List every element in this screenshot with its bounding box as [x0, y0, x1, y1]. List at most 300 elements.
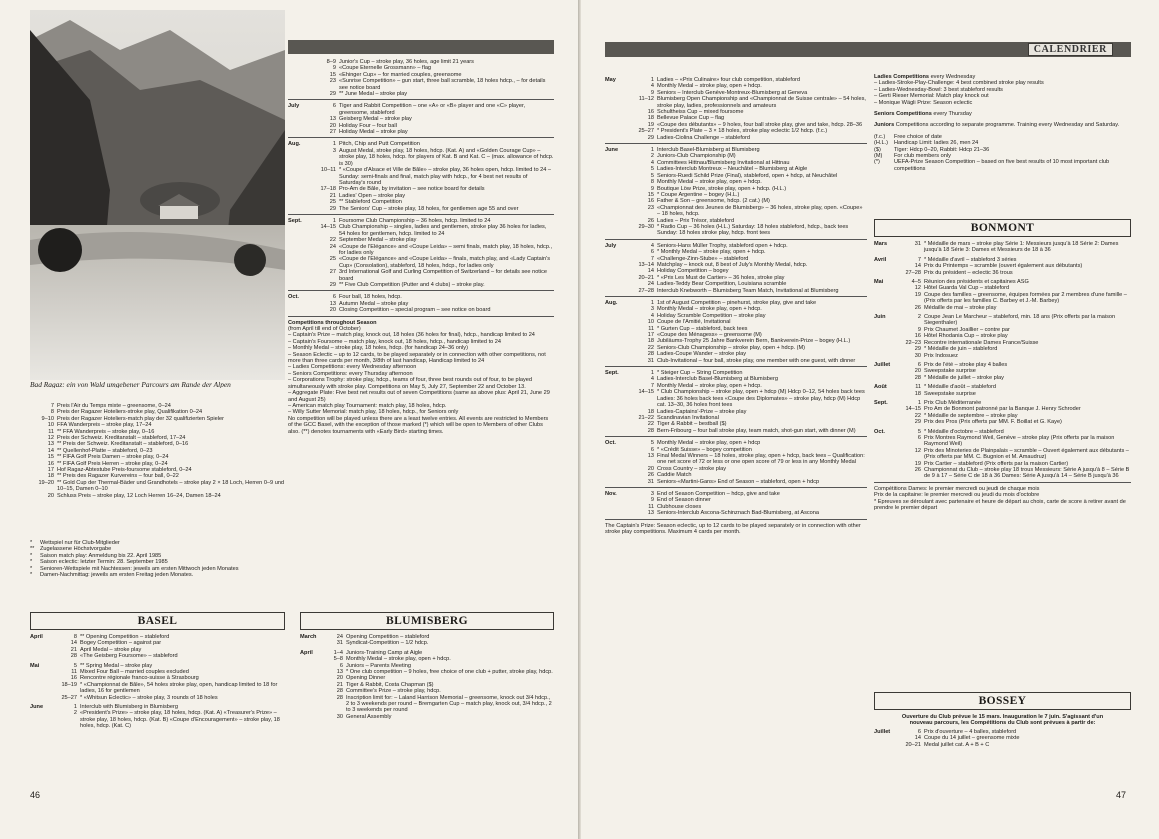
event-date: 25 — [329, 199, 336, 206]
event-text: Prix Chaumet Joaillier – contre par — [924, 326, 1010, 333]
event-text: Holiday Competition – bogey — [657, 268, 729, 275]
month-label: Mai — [874, 279, 884, 286]
month-label: June — [30, 704, 44, 711]
line-text: – Ladies-Stroke-Play-Challenge: 4 best combined stroke play results — [874, 80, 1044, 87]
event-row — [313, 282, 554, 288]
text-line: – Monthly Medal – stroke play, 18 holes, hdcp. (for handicap 24–36 only) — [288, 345, 468, 352]
event-date: 21 — [329, 192, 336, 199]
month-events — [313, 59, 554, 97]
event-text: * Steiger Cup – String Competition — [657, 370, 743, 377]
month-events — [54, 663, 285, 701]
event-row — [326, 714, 554, 720]
event-text: Committees Hittnau/Blumisberg Invitational at Hittnau — [657, 159, 790, 166]
event-text: Interclub Basel-Blumisberg at Blumisberg — [657, 147, 760, 154]
month-events — [54, 704, 285, 730]
event-date: 8–9 — [326, 59, 336, 65]
divider — [288, 99, 554, 100]
note-key: ** — [30, 546, 35, 553]
event-row — [326, 640, 554, 646]
month-label: Juillet — [874, 728, 891, 735]
event-date: 13 — [336, 669, 343, 676]
event-text: Prix Montres Raymond Weil, Genève – stroke play (Prix offerts par la maison Raymond Weil) — [924, 434, 1115, 448]
event-date: 7 — [917, 256, 921, 263]
event-row — [902, 375, 1131, 381]
event-date: 22 — [647, 344, 654, 351]
month-events — [631, 300, 867, 364]
basel-events — [30, 634, 285, 730]
photo-caption: Bad Ragaz: ein von Wald umgebener Parcours am Rande der Alpen — [30, 382, 231, 389]
month-block — [605, 243, 867, 294]
event-text: ** Stableford Competition — [339, 199, 402, 206]
event-date: 27 — [329, 129, 336, 136]
event-date: 4 — [650, 242, 654, 249]
note-key: * — [30, 565, 33, 572]
month-label: Oct. — [605, 440, 616, 447]
note-row — [30, 572, 288, 578]
event-text: Cross Country – stroke play — [657, 465, 727, 472]
event-row — [326, 695, 554, 714]
event-row — [313, 129, 554, 135]
divider — [874, 482, 1131, 483]
event-text: Championnat du Club – stroke play 18 trous Messieurs: Série A jusqu'à 8 – Série B de 9 à 17 – Série C de 18 à 36 Dames: Série A jusqu'à 14 – Série B jusqu'à 36 — [924, 467, 1130, 480]
event-date: 19–20 — [38, 479, 54, 486]
event-text: * Club Championship – stroke play, open + hdcp (M) Hdcp 0–12, 54 holes back tees Ladies: 36 holes back tees «Coupe des Diplomates» – stroke play, hdcp (M) Hdcp cat. 13–30, 36 holes front tees — [657, 389, 865, 409]
event-row — [631, 224, 867, 237]
event-date: 20 — [647, 465, 654, 472]
event-text: Juniors – Parents Meeting — [346, 662, 411, 669]
event-text: * Coupe Argentine – bogey (H.L.) — [657, 191, 740, 198]
event-date: 3 — [650, 306, 654, 313]
event-text: Pitch, Chip and Putt Competition — [339, 141, 420, 148]
event-date: 29 — [329, 91, 336, 98]
event-date: 14 — [47, 447, 54, 454]
month-block — [874, 314, 1131, 359]
month-block — [30, 634, 285, 660]
event-text: * Médaille d'août – stableford — [924, 384, 996, 391]
event-date: 26 — [914, 467, 921, 473]
line-text: – Gerti Rieser Memorial: Match play knock out — [874, 93, 989, 100]
event-row — [54, 695, 285, 701]
event-text: Seniors-Interclub Ascona-Schinznach Bad-Blumisberg, at Ascona — [657, 510, 819, 517]
event-text: Hof Ragaz-Abtestube Preis-foursome stableford, 0–24 — [57, 467, 192, 474]
event-row — [30, 480, 288, 493]
month-block — [605, 300, 867, 364]
text-line: – Captain's Prize – match play, knock out, 18 holes (36 holes for final), hdcp., handicap limited to 24 — [288, 332, 535, 339]
event-text: Club-Invitational – four ball, stroke play, one member with one guest, with dinner — [657, 357, 856, 364]
note-text: Zugelassene Höchstvorgabe — [40, 546, 112, 553]
month-events — [902, 362, 1131, 381]
event-row — [313, 206, 554, 212]
event-row — [313, 269, 554, 282]
event-date: 7 — [650, 255, 654, 262]
event-text: «President's Prize» – stroke play, 18 holes, hdcp. (Kat. A) «Treasurer's Prize» – stroke play, 18 holes, hdcp. (Kat. B) «Coupe d'Encouragement» – stroke play, 18 holes, hdcp. (Kat. C) — [80, 710, 280, 730]
event-date: 21 — [70, 646, 77, 653]
blumisberg-calendar-continued — [605, 77, 867, 777]
event-row — [631, 479, 867, 485]
month-block — [300, 634, 554, 647]
divider — [605, 436, 867, 437]
event-text: * Médaille de juillet – stroke play — [924, 374, 1004, 381]
event-date: 1 — [650, 77, 654, 83]
event-date: 10–11 — [320, 167, 336, 174]
divider — [288, 316, 554, 317]
event-date: 16 — [647, 198, 654, 205]
event-date: 6 — [332, 103, 336, 110]
event-row — [313, 256, 554, 269]
month-label: Avril — [874, 256, 887, 263]
event-text: * «Championnat de Bâle», 54 holes stroke play, open, handicap limited to 18 for ladies, 16 for gentlemen — [80, 681, 278, 695]
event-date: 1 — [332, 217, 336, 224]
event-date: 25–27 — [638, 128, 654, 135]
event-date: 26 — [647, 217, 654, 224]
divider — [605, 143, 867, 144]
month-label: Aug. — [605, 300, 618, 306]
event-date: 8 — [50, 409, 54, 416]
note-text: UEFA-Prize Season Competition – based on five best results of 10 most important club competitions — [894, 159, 1110, 172]
section-header-bar — [288, 40, 554, 54]
event-text: Pro-Am de Bâle, by invitation – see notice board for details — [339, 186, 485, 193]
event-text: * One club competition – 9 holes, free choice of one club + putter, stroke play, hdcp. — [346, 669, 553, 676]
left-page — [0, 0, 578, 839]
event-date: 22 — [914, 412, 921, 419]
event-date: 27–28 — [905, 269, 921, 276]
event-text: April Medal – stroke play — [80, 646, 142, 653]
event-date: 2 — [650, 153, 654, 160]
month-events — [902, 384, 1131, 397]
month-label: Juin — [874, 314, 886, 321]
event-date: 14 — [647, 268, 654, 275]
event-date: 31 — [914, 241, 921, 247]
event-text: Ladies-Interclub Basel-Blumisberg at Blumisberg — [657, 376, 778, 383]
note-key: * — [30, 572, 33, 579]
event-text: Prix des Minoteries de Plainpalais – scramble – Ouvert également aux débutants – (Prix offerts par MM. C. Bugnion et M. Amaudruz) — [924, 447, 1129, 461]
event-text: Prix de l'été – stroke play 4 balles — [924, 361, 1008, 368]
divider — [605, 519, 867, 520]
divider — [288, 137, 554, 138]
month-events — [631, 147, 867, 237]
event-text: Tiger & Rabbit – bestball ($) — [657, 421, 727, 428]
divider — [605, 487, 867, 488]
month-block — [288, 141, 554, 211]
bonmont-section — [874, 219, 1131, 689]
event-date: 1 — [650, 370, 654, 377]
event-date: 6 — [650, 249, 654, 256]
event-text: Juniors-Club Championship (M) — [657, 153, 736, 160]
event-text: «Coupe de l'Elégance» and «Coupe Leida» – finals, match play, and «Lady Captain's Cup» (Consolation), stableford, 18 holes, hdcp., for ladies only — [339, 256, 551, 269]
event-row — [631, 428, 867, 434]
landscape-photo-image — [30, 10, 285, 380]
event-row — [902, 419, 1131, 425]
event-date: 13 — [329, 300, 336, 307]
event-date: 27 — [329, 269, 336, 276]
event-text: Bellevue Palace Cup – flag — [657, 115, 725, 122]
event-date: 29 — [647, 134, 654, 141]
event-date: 18 — [647, 115, 654, 122]
event-date: 22 — [647, 421, 654, 428]
text-line — [874, 100, 1131, 106]
divider — [605, 296, 867, 297]
month-block — [874, 257, 1131, 276]
page-number-left: 46 — [30, 790, 41, 800]
event-text: The Seniors' Cup – stroke play, 18 holes, for gentlemen age 55 and over — [339, 205, 519, 212]
event-date: 2 — [917, 314, 921, 321]
event-row — [54, 682, 285, 695]
month-block — [874, 400, 1131, 426]
event-date: 4 — [650, 312, 654, 319]
event-date: 3 — [332, 147, 336, 154]
event-row — [30, 493, 288, 499]
event-date: 6 — [917, 361, 921, 368]
event-row — [313, 148, 554, 167]
event-date: 6 — [650, 446, 654, 453]
note-text: Free choice of date — [894, 133, 942, 140]
event-date: 9–10 — [41, 415, 54, 422]
event-row — [631, 135, 867, 141]
event-text: Prix Cartier – stableford (Prix offerts par la maison Cartier) — [924, 460, 1069, 467]
event-date: 21–22 — [638, 414, 654, 421]
event-text: «Coupe des débutants» – 9 holes, four ball stroke play, give and take, hdcp. 28–36 — [657, 121, 863, 128]
event-date: 15 — [47, 454, 54, 461]
month-block — [605, 77, 867, 141]
month-events — [313, 294, 554, 313]
juniors-label: Juniors — [874, 122, 895, 129]
month-label: Juillet — [874, 361, 891, 368]
month-label: Oct. — [874, 428, 885, 435]
event-date: 1 — [650, 300, 654, 306]
event-text: Final Medal Winners – 18 holes, stroke play, open + hdcp, back tees – Qualification: one net score of 72 or less or one open score of 79 or less in any Monthly Medal — [657, 452, 865, 466]
event-text: ** Spring Medal – stroke play — [80, 662, 153, 669]
event-text: Tiger and Rabbit Competition – one «A» or «B» player and one «C» player, greensome, stableford — [339, 103, 526, 116]
text-line: – Seniors Competitions: every Thursday afternoon — [288, 370, 413, 377]
bonmont-events — [874, 241, 1131, 480]
event-date: 9 — [650, 497, 654, 504]
event-date: 14 — [914, 735, 921, 742]
month-events — [631, 370, 867, 434]
event-date: 11 — [648, 325, 654, 332]
event-date: 26 — [914, 304, 921, 311]
event-text: Coupe Jean Le Marcheur – stableford, min. 18 ans (Prix offerts par la maison Siegenthaler) — [924, 314, 1116, 327]
event-date: 18 — [914, 390, 921, 397]
bad-ragaz-notes — [30, 540, 288, 578]
event-text: Rencontre régionale franco-suisse à Strasbourg — [80, 675, 199, 682]
event-date: 18–19 — [61, 681, 77, 688]
event-date: 23 — [647, 204, 654, 211]
event-row — [54, 653, 285, 659]
event-date: 14 — [914, 263, 921, 270]
event-date: 21 — [336, 681, 343, 688]
event-date: 29 — [329, 282, 336, 288]
event-text: Autumn Medal – stroke play — [339, 300, 409, 307]
event-date: 14–15 — [320, 224, 336, 231]
text-line: – Corporations Trophy: stroke play, hdcp., teams of four, three best rounds out of four, to be played simultaneously with stroke play. Competitions on May 5, July 27, September 22 and October 13. — [288, 377, 532, 390]
month-block — [30, 663, 285, 701]
event-row — [313, 244, 554, 257]
calendar-header — [605, 42, 1131, 62]
event-text: Opening Dinner — [346, 675, 386, 682]
event-text: Monthly Medal – stroke play, open + hdcp — [657, 440, 761, 447]
month-block — [874, 279, 1131, 311]
note-text: Tiger: Hdcp 0–20, Rabbit: Hdcp 21–36 — [894, 146, 990, 153]
text-line: (from April till end of October) — [288, 326, 361, 333]
event-text: September Medal – stroke play — [339, 237, 417, 244]
event-text: Ladies-Teddy Bear Competition, Louisiana scramble — [657, 281, 787, 288]
event-text: August Medal, stroke play, 18 holes, hdcp. (Kat. A) and «Golden Courage Cup» – stroke play, 18 holes, hdcp. for players of Kat. B and Kat. C – (max. allowance of hdcp. is 30) — [339, 147, 554, 167]
month-label: Sept. — [874, 399, 888, 406]
event-date: 16 — [914, 333, 921, 340]
throughout-lines — [288, 326, 554, 435]
text-line: No competition will be played unless there are a least twelve entries. All events are restricted to Members of the GCC Basel, with the exception of those marked (*) which will be open to Members of other Clubs also. (**) denotes tournaments with «Early Bird» starting times. — [288, 415, 549, 435]
month-events — [313, 218, 554, 288]
event-text: * President's Plate – 3 × 18 holes, stroke play eclectic 1/2 hdcp. (f.c.) — [657, 128, 828, 135]
bossey-section — [874, 692, 1131, 772]
month-events — [902, 729, 1131, 748]
month-label — [288, 59, 313, 97]
note-key: (M) — [874, 153, 883, 160]
event-date: 9 — [332, 65, 336, 72]
basel-section — [30, 612, 285, 732]
seniors-label: Seniors Competitions — [874, 111, 932, 118]
event-text: Prix d'ouverture – 4 balles, stableford — [924, 728, 1017, 735]
event-row — [631, 96, 867, 109]
event-text: Seniors-«Martini-Gans» End of Season – stableford, open + hdcp — [657, 478, 820, 485]
event-date: 29 — [914, 419, 921, 426]
event-date: 16 — [647, 109, 654, 116]
juniors-text: Competitions according to separate programme. Training every Wednesday and Saturday. — [894, 122, 1120, 129]
event-date: 4 — [650, 376, 654, 383]
event-text: ** FIFA Golf Preis Herren – stroke play, 0–24 — [57, 460, 168, 467]
event-date: 1 — [917, 399, 921, 406]
month-block — [30, 704, 285, 730]
event-date: 8 — [73, 634, 77, 640]
event-text: Coupe de l'Amitié, Invitational — [657, 319, 731, 326]
bossey-intro: Ouverture du Club prévue le 15 mars. Inauguration le 7 juin. S'agissant d'un nouveau parcours, les Compétitions du Club sont prévues à partir de: — [901, 714, 1104, 727]
event-date: 20–21 — [905, 741, 921, 748]
month-label: April — [300, 649, 313, 656]
bad-ragaz-events — [30, 403, 288, 499]
event-date: 5 — [650, 440, 654, 447]
event-row — [902, 742, 1131, 748]
event-date: 31 — [336, 640, 343, 647]
event-date: 19 — [914, 460, 921, 467]
month-events — [902, 257, 1131, 276]
month-block — [300, 650, 554, 720]
event-text: ** FFA Wanderpreis – stroke play, 0–16 — [57, 428, 155, 435]
note-key: * — [30, 559, 33, 566]
right-page — [581, 0, 1159, 839]
month-label: Nov. — [605, 490, 617, 497]
event-row — [902, 353, 1131, 359]
calendar-header-bar — [605, 42, 1131, 57]
event-text: Seniors – Interclub Genève-Montreux-Blumisberg at Geneva — [657, 89, 808, 96]
event-text: Father & Son – greensome, hdcp. (2 cat.) (M) — [657, 198, 770, 205]
event-date: 13 — [47, 441, 54, 448]
month-block — [874, 241, 1131, 254]
event-row — [902, 391, 1131, 397]
event-text: Schluss Preis – stroke play, 12 Loch Herren 16–24, Damen 18–24 — [57, 492, 221, 499]
divider — [605, 239, 867, 240]
event-text: 3rd International Golf and Curling Competition of Switzerland – for details see notice board — [339, 269, 548, 282]
note-text: Handicap Limit: ladies 26, men 24 — [894, 140, 979, 147]
event-text: Preis l'Air du Temps mixte – greensome, 0–24 — [57, 403, 171, 409]
event-date: 13–14 — [638, 261, 654, 268]
event-date: 13 — [329, 116, 336, 123]
seniors-text: every Thursday — [931, 111, 972, 118]
event-text: «Coupe Eternelle Grossmann» – flag — [339, 65, 432, 72]
event-text: «Coupe de l'Elégance» and «Coupe Leida» – semi finals, match play, 18 holes, hdcp., for ladies only — [339, 243, 553, 256]
line-bold: Ladies Competitions — [874, 74, 930, 80]
event-text: Junior's Cup – stroke play, 36 holes, age limit 21 years — [339, 59, 474, 65]
event-date: 14 — [70, 640, 77, 647]
month-block — [874, 429, 1131, 480]
event-row — [902, 314, 1131, 327]
note-key: (*) — [874, 159, 880, 166]
note-key: (f.c.) — [874, 133, 886, 140]
month-label: March — [300, 634, 317, 640]
month-events — [631, 491, 867, 517]
event-text: Scandinavian Invitational — [657, 414, 719, 421]
month-events — [902, 429, 1131, 480]
event-date: 20–21 — [638, 274, 654, 281]
blumisberg-section — [300, 612, 554, 722]
event-date: 6 — [917, 728, 921, 735]
event-date: 22–23 — [905, 339, 921, 346]
event-date: 20 — [47, 492, 54, 499]
event-text: Syndicat-Competition – 1/2 hdcp. — [346, 640, 429, 647]
event-text: End of Season dinner — [657, 497, 711, 504]
note-key: * — [30, 552, 33, 559]
calendrier-tag: CALENDRIER — [1028, 43, 1113, 56]
event-date: 15 — [329, 71, 336, 78]
event-text: «Sunrise Competition» – gun start, three ball scramble, 18 holes hdcp., – for details see notice board — [339, 78, 546, 91]
event-date: 3 — [650, 490, 654, 497]
event-text: Preis der Ragazer Hoteliers-match play der 32 qualifizierten Spieler — [57, 415, 224, 422]
event-text: Prix des Pros (Prix offerts par MM. F. Boillat et G. Kaye) — [924, 419, 1062, 426]
event-date: 29 — [914, 346, 921, 353]
event-date: 11 — [648, 503, 654, 510]
throughout-title: Competitions throughout Season — [288, 319, 377, 326]
event-text: Monthly Medal – stroke play, open + hdcp. — [657, 83, 762, 90]
event-date: 24 — [647, 281, 654, 288]
event-text: * Gurten Cup – stableford, back tees — [657, 325, 748, 332]
event-text: «Ehinger Cup» – for married couples, greensome — [339, 71, 462, 78]
event-date: 19 — [914, 291, 921, 298]
event-date: 28 — [647, 427, 654, 434]
event-text: ** Preis der Schweiz. Kreditanstalt – stableford, 0–16 — [57, 441, 189, 448]
event-row — [54, 710, 285, 729]
month-block — [874, 384, 1131, 397]
event-date: 29 — [329, 205, 336, 212]
month-block — [874, 362, 1131, 381]
event-date: 20 — [336, 675, 343, 682]
event-text: Committee's Prize – stroke play, hdcp. — [346, 688, 441, 695]
event-text: Monthly Medal – stroke play, open + hdcp. — [657, 306, 762, 313]
event-text: * «Prix Les Must de Cartier» – 36 holes, stroke play — [657, 274, 785, 281]
month-label: Mai — [30, 662, 40, 669]
event-date: 16 — [47, 460, 54, 467]
event-text: 1st of August Competition – pinehurst, stroke play, give and take — [657, 300, 817, 306]
event-text: Club Championship – singles, ladies and gentlemen, stroke play 36 holes for ladies, 54 holes for gentlemen, hdcp. limited to 24 — [339, 224, 547, 237]
event-date: 20 — [329, 307, 336, 314]
event-row — [631, 453, 867, 466]
month-events — [326, 634, 554, 647]
event-date: 25–27 — [61, 694, 77, 701]
event-text: ** June Medal – stroke play — [339, 91, 408, 98]
event-text: Ladies' Open – stroke play — [339, 192, 406, 199]
month-block — [605, 370, 867, 434]
line-text: – Monique Wägli Prize: Season eclectic — [874, 99, 973, 106]
event-text: Mixed Four Ball – married couples excluded — [80, 669, 189, 676]
event-date: 1–4 — [333, 649, 343, 656]
